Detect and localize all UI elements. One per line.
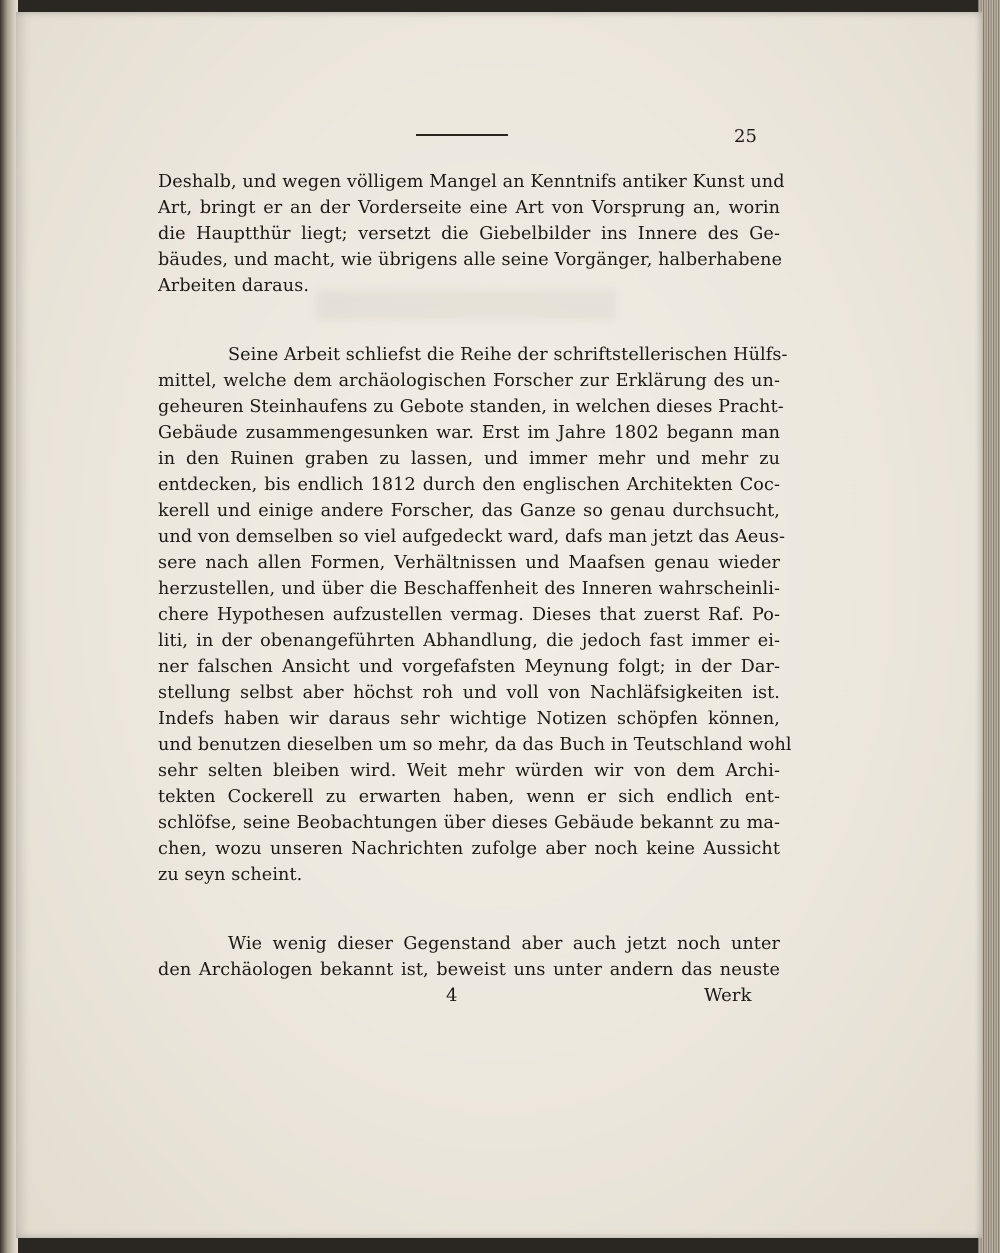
signature-mark: 4 — [446, 985, 458, 1006]
text-line: Deshalb, und wegen völligem Mangel an Kenntnifs antiker Kunst und — [158, 172, 785, 192]
text-line: chere Hypothesen aufzustellen vermag. Dieses that zuerst Raf. Po- — [158, 605, 780, 625]
text-line: in den Ruinen graben zu lassen, und immer mehr und mehr zu — [158, 449, 780, 469]
text-line: Seine Arbeit schliefst die Reihe der schriftstellerischen Hülfs- — [228, 345, 788, 365]
text-line: bäudes, und macht, wie übrigens alle seine Vorgänger, halberhabene — [158, 250, 783, 270]
text-line: den Archäologen bekannt ist, beweist uns unter andern das neuste — [158, 960, 780, 980]
text-line: chen, wozu unseren Nachrichten zufolge aber noch keine Aussicht — [158, 839, 780, 859]
text-line: mittel, welche dem archäologischen Forscher zur Erklärung des un- — [158, 371, 780, 391]
text-line: sehr selten bleiben wird. Weit mehr würden wir von dem Archi- — [158, 761, 780, 781]
header-rule — [416, 134, 508, 136]
text-line: kerell und einige andere Forscher, das Ganze so genau durchsucht, — [158, 501, 780, 521]
catchword: Werk — [704, 985, 752, 1006]
text-line: stellung selbst aber höchst roh und voll von Nachläfsigkeiten ist. — [158, 683, 780, 703]
text-line: Arbeiten daraus. — [158, 276, 310, 296]
text-line: Art, bringt er an der Vorderseite eine Art von Vorsprung an, worin — [158, 198, 780, 218]
text-line: Gebäude zusammengesunken war. Erst im Jahre 1802 begann man — [158, 423, 780, 443]
text-line: geheuren Steinhaufens zu Gebote standen, in welchen dieses Pracht- — [158, 397, 784, 417]
text-line: ner falschen Ansicht und vorgefafsten Meynung folgt; in der Dar- — [158, 657, 780, 677]
text-line: die Hauptthür liegt; versetzt die Giebelbilder ins Innere des Ge- — [158, 224, 780, 244]
text-line: Indefs haben wir daraus sehr wichtige Notizen schöpfen können, — [158, 709, 780, 729]
text-line: tekten Cockerell zu erwarten haben, wenn er sich endlich ent- — [158, 787, 780, 807]
text-line: herzustellen, und über die Beschaffenheit des Inneren wahrscheinli- — [158, 579, 780, 599]
text-line: liti, in der obenangeführten Abhandlung, die jedoch fast immer ei- — [158, 631, 780, 651]
page-sheet — [16, 12, 982, 1238]
text-line: schlöfse, seine Beobachtungen über dieses Gebäude bekannt zu ma- — [158, 813, 780, 833]
ink-bleed-through — [316, 290, 616, 320]
text-line: und benutzen dieselben um so mehr, da das Buch in Teutschland wohl — [158, 735, 792, 755]
text-line: sere nach allen Formen, Verhältnissen und Maafsen genau wieder — [158, 553, 780, 573]
page-number: 25 — [734, 126, 758, 147]
text-line: entdecken, bis endlich 1812 durch den englischen Architekten Coc- — [158, 475, 780, 495]
text-line: Wie wenig dieser Gegenstand aber auch jetzt noch unter — [228, 934, 780, 954]
text-line: zu seyn scheint. — [158, 865, 303, 885]
text-line: und von demselben so viel aufgedeckt ward, dafs man jetzt das Aeus- — [158, 527, 786, 547]
